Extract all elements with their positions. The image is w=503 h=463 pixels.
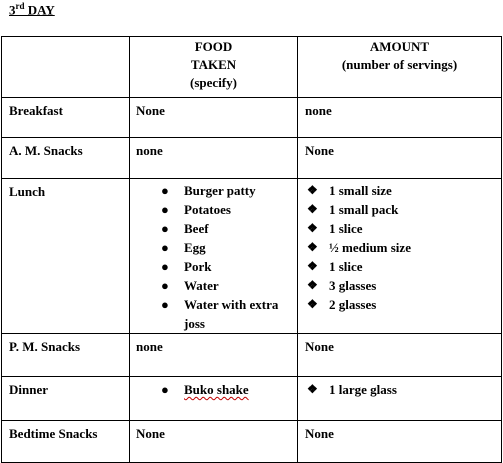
- list-item: [136, 200, 297, 219]
- list-item: [136, 380, 297, 399]
- lunch-amount-item: 2 glasses: [329, 297, 377, 312]
- list-item: [305, 380, 501, 399]
- lunch-food-item: Water: [184, 278, 219, 293]
- food-pm-snacks: none: [130, 334, 298, 377]
- bullet-icon: ●: [161, 382, 169, 397]
- four-diamond-bullet-icon: ❖: [307, 183, 318, 197]
- header-amount: [298, 37, 502, 98]
- lunch-food-list: [136, 181, 297, 333]
- lunch-amount-item: 3 glasses: [329, 278, 377, 293]
- header-food-taken: [130, 37, 298, 98]
- list-item: [305, 276, 501, 295]
- list-item: [136, 295, 297, 333]
- list-item: [305, 257, 501, 276]
- row-lunch: [2, 179, 502, 334]
- list-item: [136, 219, 297, 238]
- list-item: [305, 181, 501, 200]
- day-ordinal-suffix: rd: [15, 1, 25, 11]
- lunch-amount-item: 1 small pack: [329, 202, 399, 217]
- lunch-amount-item: 1 slice: [329, 221, 363, 236]
- food-am-snacks: none: [130, 138, 298, 179]
- list-item: [136, 181, 297, 200]
- header-row: [2, 37, 502, 98]
- meal-pm-snacks: P. M. Snacks: [2, 334, 130, 377]
- bullet-icon: ●: [161, 297, 169, 312]
- day-number: 3: [9, 2, 16, 18]
- amount-lunch: [298, 179, 502, 334]
- amount-pm-snacks: None: [298, 334, 502, 377]
- meal-bedtime-snacks: Bedtime Snacks: [2, 421, 130, 463]
- row-bedtime-snacks: [2, 421, 502, 463]
- amount-bedtime-snacks: None: [298, 421, 502, 463]
- meal-breakfast: Breakfast: [2, 98, 130, 138]
- bullet-icon: ●: [161, 278, 169, 293]
- food-bedtime-snacks: None: [130, 421, 298, 463]
- lunch-food-item: Water with extra joss: [184, 297, 279, 331]
- four-diamond-bullet-icon: ❖: [307, 382, 318, 396]
- lunch-amount-item: ½ medium size: [329, 240, 411, 255]
- lunch-food-item: Pork: [184, 259, 212, 274]
- four-diamond-bullet-icon: ❖: [307, 278, 318, 292]
- header-meal: [2, 37, 130, 98]
- list-item: [305, 295, 501, 314]
- lunch-amount-item: 1 small size: [329, 183, 392, 198]
- lunch-food-item: Beef: [184, 221, 209, 236]
- four-diamond-bullet-icon: ❖: [307, 297, 318, 311]
- list-item: [305, 238, 501, 257]
- header-food-line3: (specify): [190, 75, 237, 90]
- meal-dinner: Dinner: [2, 377, 130, 421]
- bullet-icon: ●: [161, 202, 169, 217]
- list-item: [136, 238, 297, 257]
- dinner-food-item: Buko shake: [184, 382, 249, 397]
- day-heading: [9, 1, 55, 18]
- bullet-icon: ●: [161, 240, 169, 255]
- row-pm-snacks: [2, 334, 502, 377]
- row-am-snacks: [2, 138, 502, 179]
- row-breakfast: [2, 98, 502, 138]
- four-diamond-bullet-icon: ❖: [307, 221, 318, 235]
- four-diamond-bullet-icon: ❖: [307, 240, 318, 254]
- row-dinner: [2, 377, 502, 421]
- amount-am-snacks: None: [298, 138, 502, 179]
- food-dinner: [130, 377, 298, 421]
- bullet-icon: ●: [161, 221, 169, 236]
- header-amount-line1: AMOUNT: [369, 39, 430, 54]
- four-diamond-bullet-icon: ❖: [307, 202, 318, 216]
- dinner-amount-item: 1 large glass: [329, 382, 397, 397]
- list-item: [305, 200, 501, 219]
- food-intake-table: [1, 36, 502, 463]
- header-food-line2: TAKEN: [190, 57, 237, 72]
- day-label: DAY: [24, 2, 55, 18]
- header-amount-line2: (number of servings): [341, 57, 458, 72]
- list-item: [136, 276, 297, 295]
- list-item: [305, 219, 501, 238]
- header-food-line1: FOOD: [194, 39, 233, 54]
- four-diamond-bullet-icon: ❖: [307, 259, 318, 273]
- lunch-amount-item: 1 slice: [329, 259, 363, 274]
- amount-dinner: [298, 377, 502, 421]
- bullet-icon: ●: [161, 183, 169, 198]
- meal-am-snacks: A. M. Snacks: [2, 138, 130, 179]
- food-lunch: [130, 179, 298, 334]
- meal-lunch: Lunch: [2, 179, 130, 334]
- lunch-food-item: Egg: [184, 240, 206, 255]
- dinner-food-list: [136, 380, 297, 399]
- bullet-icon: ●: [161, 259, 169, 274]
- dinner-amount-list: [305, 380, 501, 399]
- lunch-food-item: Potatoes: [184, 202, 231, 217]
- food-breakfast: None: [130, 98, 298, 138]
- lunch-amount-list: [305, 181, 501, 314]
- list-item: [136, 257, 297, 276]
- amount-breakfast: none: [298, 98, 502, 138]
- lunch-food-item: Burger patty: [184, 183, 256, 198]
